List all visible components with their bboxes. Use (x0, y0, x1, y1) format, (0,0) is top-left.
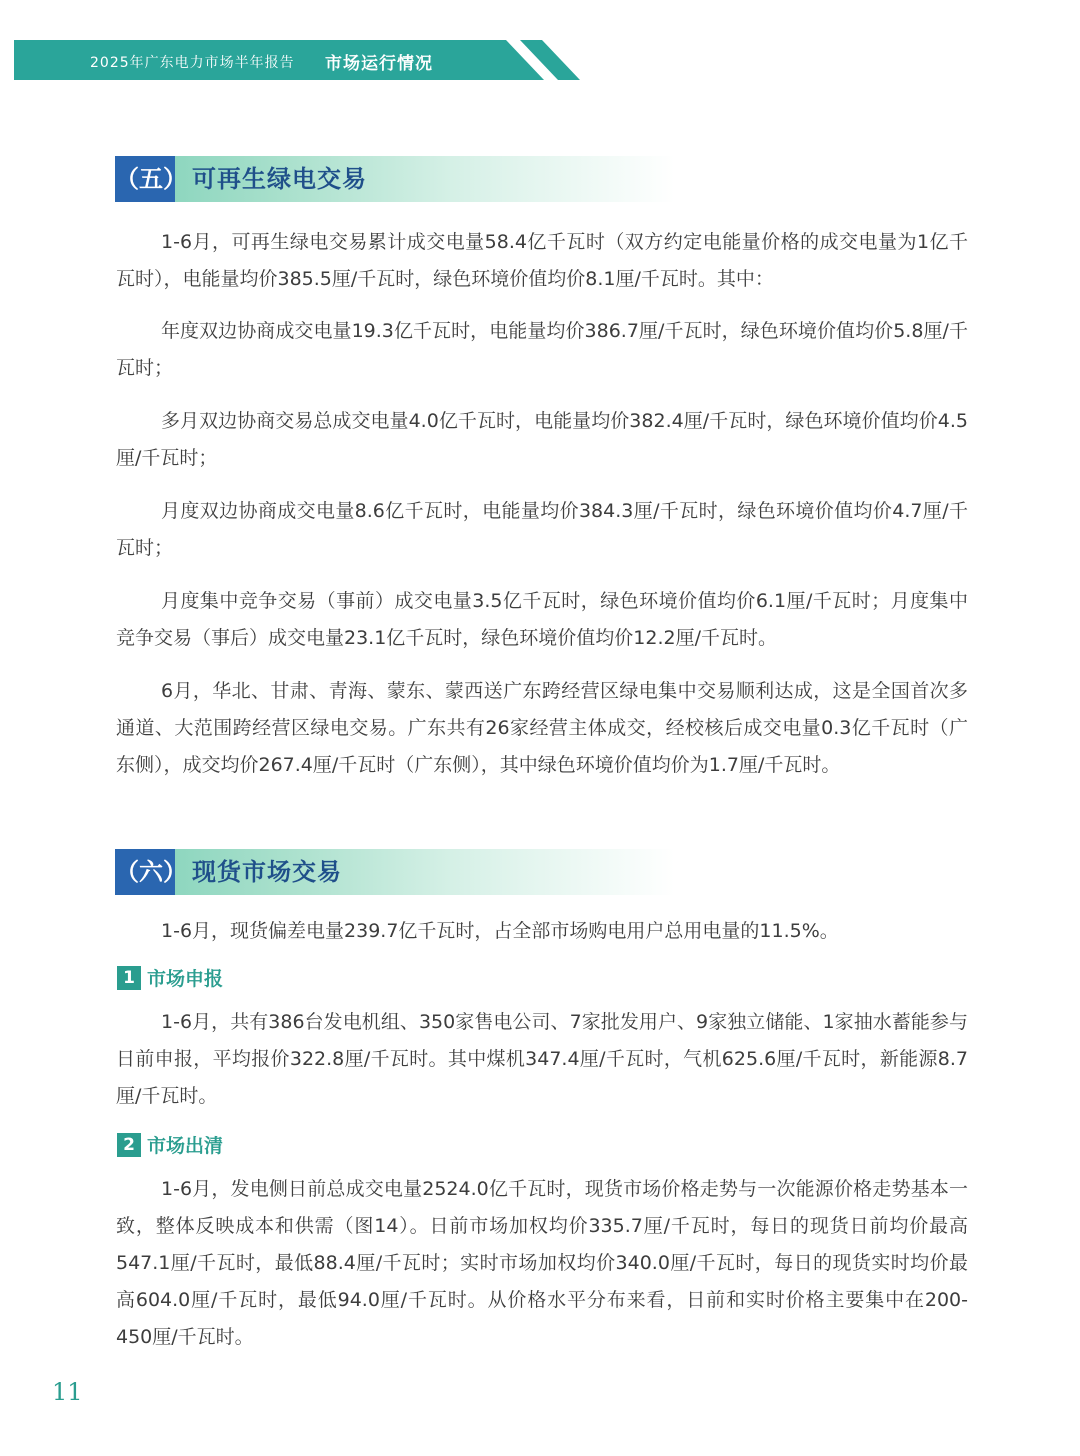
chapter-title: 市场运行情况 (325, 54, 433, 74)
paragraph: 多月双边协商交易总成交电量4.0亿千瓦时，电能量均价382.4厘/千瓦时，绿色环境价值均价4.5厘/千瓦时； (116, 410, 968, 469)
subheading-title: 市场申报 (147, 968, 224, 990)
paragraph: 1-6月，可再生绿电交易累计成交电量58.4亿千瓦时（双方约定电能量价格的成交电量为1亿千瓦时），电能量均价385.5厘/千瓦时，绿色环境价值均价8.1厘/千瓦时。其中： (116, 231, 968, 290)
paragraph: 6月，华北、甘肃、青海、蒙东、蒙西送广东跨经营区绿电集中交易顺利达成，这是全国首次多通道、大范围跨经营区绿电交易。广东共有26家经营主体成交，经校核后成交电量0.3亿千瓦时（广东侧），成交均价267.4厘/千瓦时（广东侧），其中绿色环境价值均价为1.7厘/千瓦时。 (116, 680, 968, 776)
subheading-badge: 1 (117, 966, 141, 990)
subheading-title: 市场出清 (147, 1135, 224, 1157)
page-number: 11 (52, 1378, 83, 1406)
paragraph: 1-6月，共有386台发电机组、350家售电公司、7家批发用户、9家独立储能、1家抽水蓄能参与日前申报，平均报价322.8厘/千瓦时。其中煤机347.4厘/千瓦时，气机625.6厘/千瓦时，新能源8.7厘/千瓦时。 (116, 1011, 968, 1107)
section-title: 现货市场交易 (192, 858, 342, 886)
section-heading-spot-market (115, 849, 675, 895)
section-heading-renewable-green (115, 156, 675, 202)
header-banner (14, 40, 576, 80)
section-number: （五） (115, 156, 175, 202)
paragraph: 月度集中竞争交易（事前）成交电量3.5亿千瓦时，绿色环境价值均价6.1厘/千瓦时；月度集中竞争交易（事后）成交电量23.1亿千瓦时，绿色环境价值均价12.2厘/千瓦时。 (116, 590, 968, 649)
paragraph: 年度双边协商成交电量19.3亿千瓦时，电能量均价386.7厘/千瓦时，绿色环境价值均价5.8厘/千瓦时； (116, 320, 968, 379)
subheading-market-declaration (117, 964, 223, 990)
report-title: 2025年广东电力市场半年报告 (90, 55, 295, 71)
paragraph: 1-6月，现货偏差电量239.7亿千瓦时，占全部市场购电用户总用电量的11.5%。 (161, 920, 839, 942)
section-number: （六） (115, 849, 175, 895)
subheading-market-clearing (117, 1131, 223, 1157)
section-title: 可再生绿电交易 (192, 165, 367, 193)
subheading-badge: 2 (117, 1133, 141, 1157)
paragraph: 月度双边协商成交电量8.6亿千瓦时，电能量均价384.3厘/千瓦时，绿色环境价值均价4.7厘/千瓦时； (116, 500, 968, 559)
paragraph: 1-6月，发电侧日前总成交电量2524.0亿千瓦时，现货市场价格走势与一次能源价格走势基本一致，整体反映成本和供需（图14）。日前市场加权均价335.7厘/千瓦时，每日的现货日前均价最高547.1厘/千瓦时，最低88.4厘/千瓦时；实时市场加权均价340.0厘/千瓦时，每日的现货实时均价最高604.0厘/千瓦时，最低94.0厘/千瓦时。从价格水平分布来看，日前和实时价格主要集中在200-450厘/千瓦时。 (116, 1178, 968, 1348)
